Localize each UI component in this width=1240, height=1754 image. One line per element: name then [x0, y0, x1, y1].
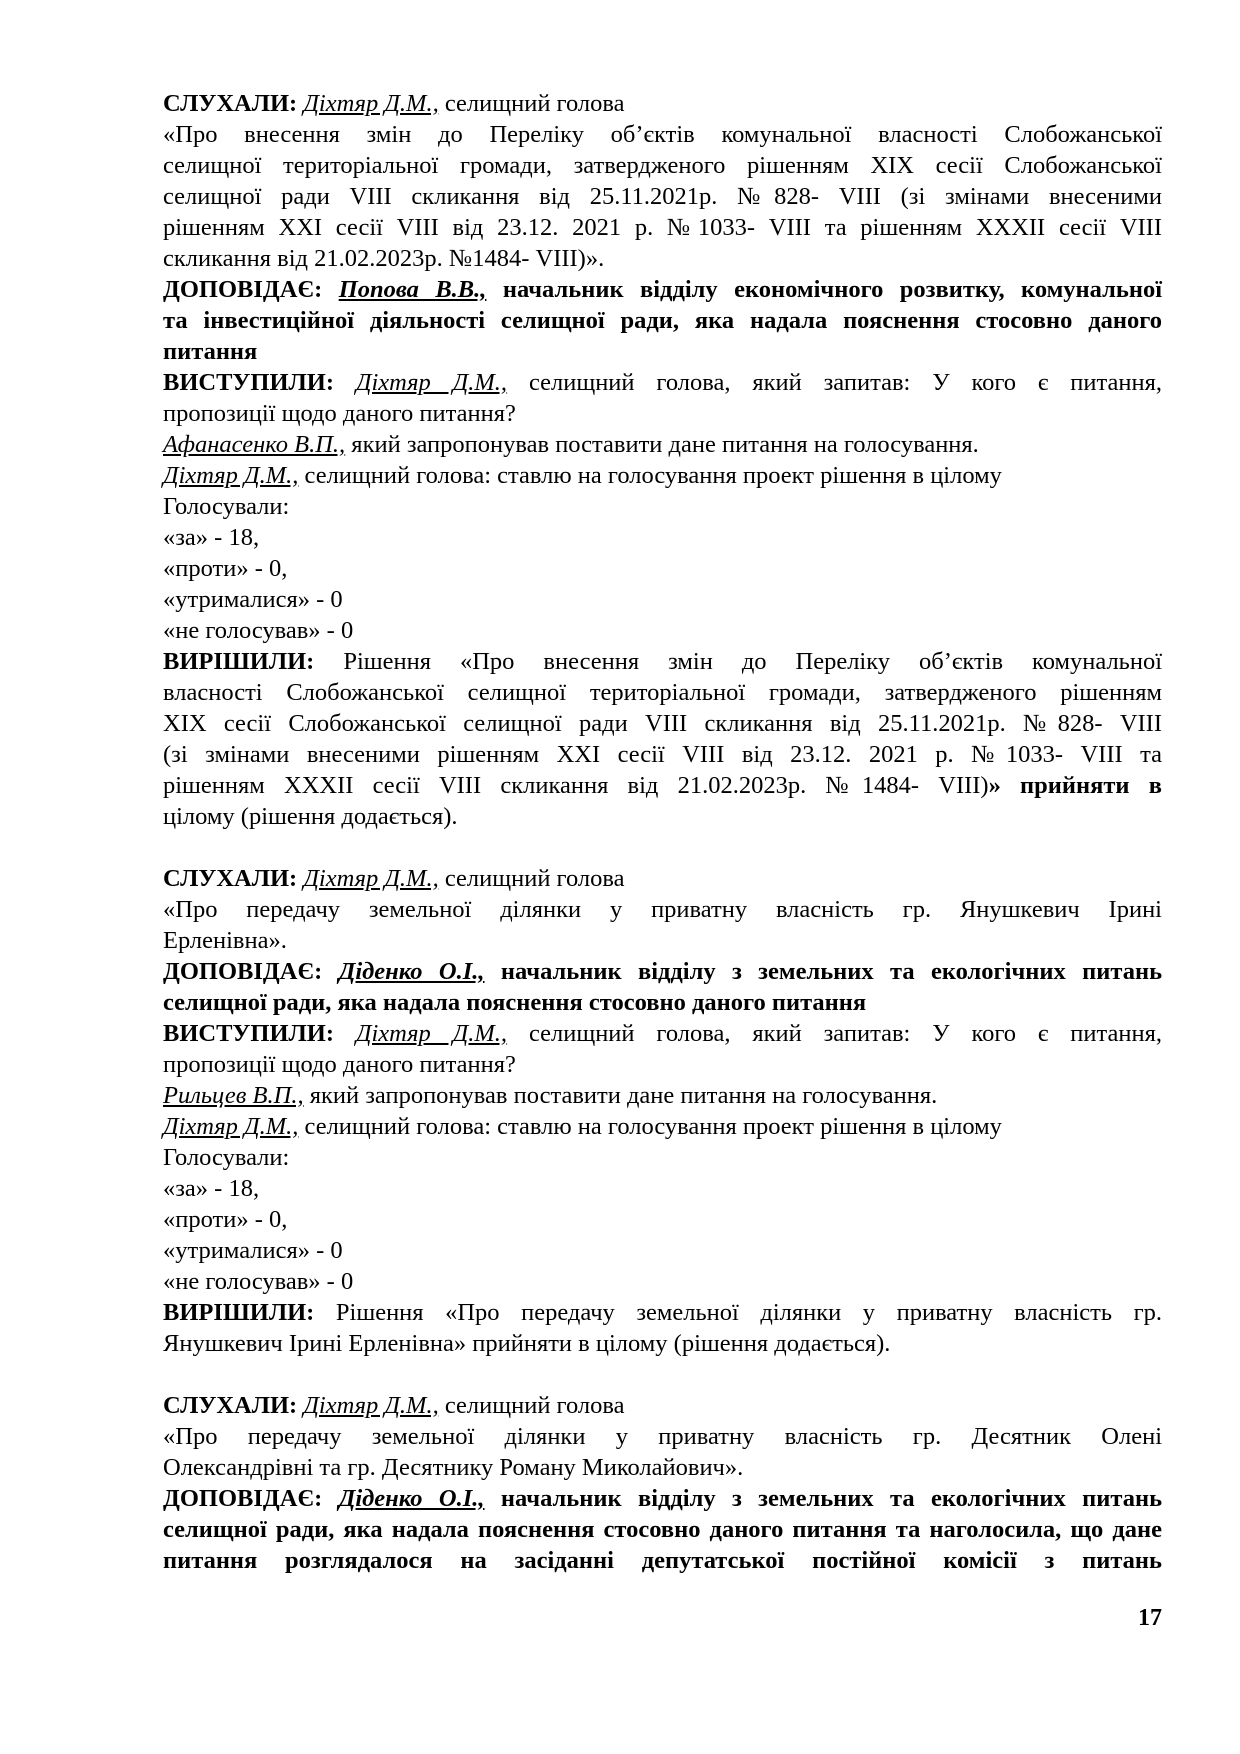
reporter-line: питання розглядалося на засіданні депутатської постійної комісії з питань [163, 1547, 1162, 1574]
questions-line: пропозиції щодо даного питання? [163, 400, 516, 427]
spoke-line [163, 367, 1162, 398]
heard-line [163, 88, 1162, 119]
votes-abstained: «утрималися» - 0 [163, 586, 343, 613]
vote-call-line [163, 460, 1162, 491]
page-number: 17 [1138, 1605, 1162, 1631]
speaker-question: селищний голова, який запитав: У кого є питання, [528, 369, 1163, 396]
decision-text: «Про внесення змін до Переліку об’єктів комунальної [459, 648, 1163, 675]
spoke-label: ВИСТУПИЛИ: [163, 369, 334, 396]
proposer-line [163, 1080, 1162, 1111]
speaker-question: селищний голова, який запитав: У кого є питання, [528, 1020, 1163, 1047]
speaker-role: селищний голова [444, 90, 625, 117]
votes-not-voted: «не голосував» - 0 [163, 1268, 354, 1295]
reporter-name: Попова В.В., [338, 276, 487, 303]
reports-label: ДОПОВІДАЄ: [163, 276, 323, 303]
decision-line: власності Слобожанської селищної територіальної громади, затвердженого рішенням [163, 679, 1162, 706]
questions-line: пропозиції щодо даного питання? [163, 1051, 516, 1078]
reporter-line: селищної ради, яка надала пояснення стосовно даного питання [163, 989, 867, 1016]
voted-label: Голосували: [163, 493, 290, 520]
item-title-line: Олександрівні та гр. Десятнику Роману Миколайович». [163, 1454, 744, 1481]
reporter-text: начальник відділу з земельних та екологічних питань [500, 1485, 1163, 1512]
votes-not-voted: «не голосував» - 0 [163, 617, 354, 644]
section-spacer [163, 1359, 1162, 1390]
decision-tail: Янушкевич Ірині Ерленівна» прийняти в цілому (рішення додається). [163, 1330, 891, 1357]
decision-line: XIX сесії Слобожанської селищної ради VIII скликання від 25.11.2021р. №828- VIII [163, 710, 1162, 737]
spoke-line [163, 1018, 1162, 1049]
votes-abstained: «утрималися» - 0 [163, 1237, 343, 1264]
section-spacer [163, 832, 1162, 863]
proposer-name: Афанасенко В.П., [163, 431, 346, 458]
heard-label: СЛУХАЛИ: [163, 865, 298, 892]
decision-text: рішенням XXXII сесії VIII скликання від 21.02.2023р. №1484- VIII) [163, 772, 989, 799]
vote-call-line [163, 1111, 1162, 1142]
item-title-line: скликання від 21.02.2023р. №1484- VIII)». [163, 245, 605, 272]
spoke-label: ВИСТУПИЛИ: [163, 1020, 334, 1047]
voted-label: Голосували: [163, 1144, 290, 1171]
decision-line: (зі змінами внесеними рішенням XXI сесії VIII від 23.12. 2021 р. №1033- VIII та [163, 741, 1162, 768]
proposer-line [163, 429, 1162, 460]
decision-word: Рішення [343, 648, 431, 675]
agenda-item-2 [163, 863, 1162, 1359]
resolved-label: ВИРІШИЛИ: [163, 648, 315, 675]
item-title-line: «Про передачу земельної ділянки у приватну власність гр. Янушкевич Ірині [163, 896, 1162, 923]
speaker-role: селищний голова [444, 865, 625, 892]
reporter-name: Діденко О.І., [338, 958, 485, 985]
heard-line [163, 863, 1162, 894]
reporter-text: начальник відділу економічного розвитку, комунальної [502, 276, 1163, 303]
resolved-label: ВИРІШИЛИ: [163, 1299, 315, 1326]
speaker-name: Діхтяр Д.М., [163, 462, 299, 489]
reports-label: ДОПОВІДАЄ: [163, 958, 323, 985]
heard-line [163, 1390, 1162, 1421]
decision-line [163, 1297, 1162, 1328]
reporter-line [163, 1483, 1162, 1514]
reporter-line: та інвестиційної діяльності селищної ради, яка надала пояснення стосовно даного [163, 307, 1162, 334]
reporter-line: питання [163, 338, 258, 365]
votes-for: «за» - 18, [163, 524, 260, 551]
item-title-line: Ерленівна». [163, 927, 287, 954]
votes-against: «проти» - 0, [163, 1206, 288, 1233]
item-title-line: «Про передачу земельної ділянки у приватну власність гр. Десятник Олені [163, 1423, 1162, 1450]
proposer-name: Рильцев В.П., [163, 1082, 304, 1109]
proposer-text: який запропонував поставити дане питання на голосування. [309, 1082, 938, 1109]
reporter-text: начальник відділу з земельних та екологічних питань [500, 958, 1163, 985]
reporter-line [163, 274, 1162, 305]
speaker-name: Діхтяр Д.М., [303, 865, 439, 892]
agenda-item-1 [163, 88, 1162, 832]
speaker-role: селищний голова [444, 1392, 625, 1419]
speaker-name: Діхтяр Д.М., [355, 1020, 508, 1047]
reports-label: ДОПОВІДАЄ: [163, 1485, 323, 1512]
votes-for: «за» - 18, [163, 1175, 260, 1202]
decision-line [163, 770, 1162, 801]
decision-adopted: » прийняти в [988, 772, 1162, 799]
agenda-item-3 [163, 1390, 1162, 1576]
heard-label: СЛУХАЛИ: [163, 90, 298, 117]
vote-call-text: селищний голова: ставлю на голосування проект рішення в цілому [304, 462, 1002, 489]
item-title-line: «Про внесення змін до Переліку об’єктів комунальної власності Слобожанської [163, 121, 1162, 148]
votes-against: «проти» - 0, [163, 555, 288, 582]
speaker-name: Діхтяр Д.М., [163, 1113, 299, 1140]
heard-label: СЛУХАЛИ: [163, 1392, 298, 1419]
decision-tail: цілому (рішення додається). [163, 803, 458, 830]
item-title-line: рішенням XXI сесії VIII від 23.12. 2021 р. №1033- VIII та рішенням XXXII сесії VIII [163, 214, 1162, 241]
speaker-name: Діхтяр Д.М., [303, 1392, 439, 1419]
speaker-name: Діхтяр Д.М., [303, 90, 439, 117]
proposer-text: який запропонував поставити дане питання на голосування. [351, 431, 979, 458]
reporter-name: Діденко О.І., [338, 1485, 485, 1512]
decision-text: «Про передачу земельної ділянки у приватну власність гр. [445, 1299, 1163, 1326]
vote-call-text: селищний голова: ставлю на голосування проект рішення в цілому [304, 1113, 1002, 1140]
decision-line [163, 646, 1162, 677]
speaker-name: Діхтяр Д.М., [355, 369, 508, 396]
item-title-line: селищної територіальної громади, затвердженого рішенням XIX сесії Слобожанської [163, 152, 1162, 179]
reporter-line [163, 956, 1162, 987]
decision-word: Рішення [335, 1299, 424, 1326]
reporter-line: селищної ради, яка надала пояснення стосовно даного питання та наголосила, що дане [163, 1516, 1162, 1543]
item-title-line: селищної ради VIII скликання від 25.11.2021р. №828- VIII (зі змінами внесеними [163, 183, 1162, 210]
